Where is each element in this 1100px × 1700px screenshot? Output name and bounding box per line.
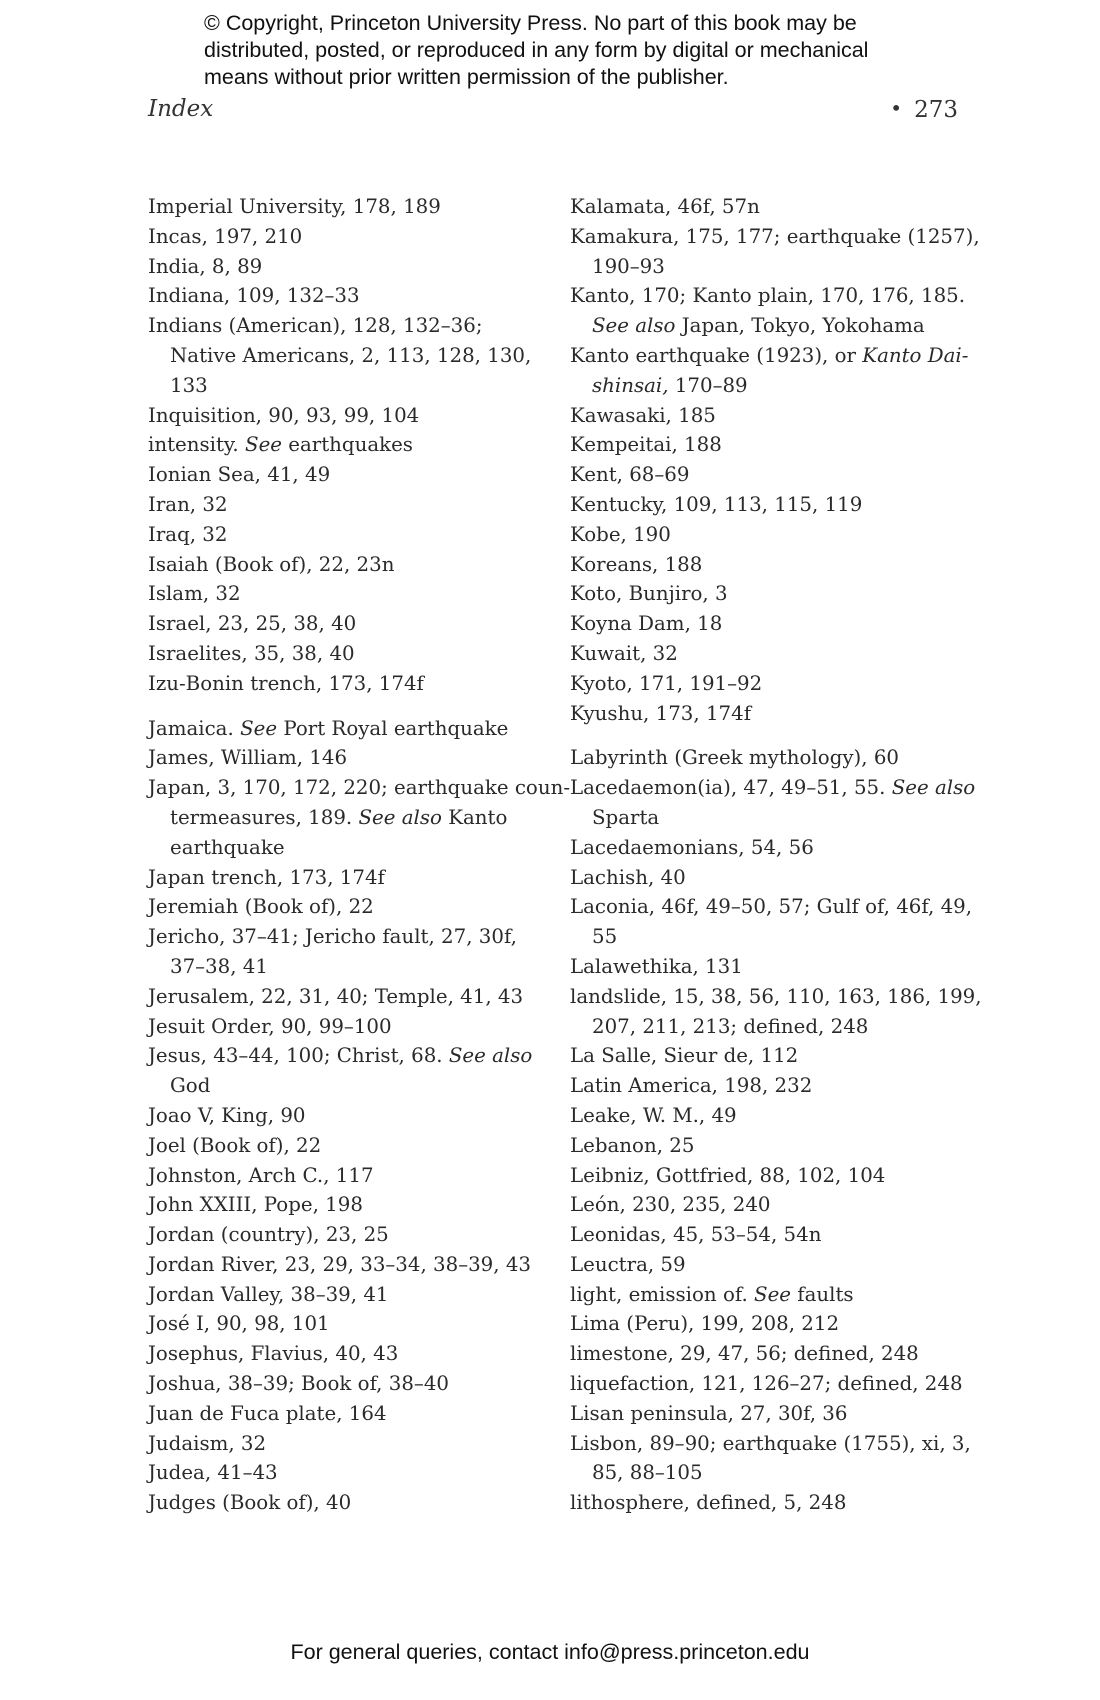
index-entry: [148, 222, 558, 252]
index-line: [570, 1402, 847, 1425]
entry-text: Jamaica.: [148, 716, 241, 740]
entry-text: León, 230, 235, 240: [570, 1193, 771, 1217]
entry-text: lithosphere, defined, 5, 248: [570, 1491, 847, 1515]
entry-text: Jordan (country), 23, 25: [148, 1223, 389, 1247]
entry-text: Jeremiah (Book of), 22: [148, 895, 374, 919]
index-line: [148, 1104, 306, 1127]
index-entry: [570, 743, 980, 773]
entry-text: Israelites, 35, 38, 40: [148, 641, 355, 665]
index-line: [148, 925, 517, 948]
index-line: [570, 1283, 854, 1306]
entry-text: Indians (American), 128, 132–36;: [148, 314, 483, 338]
entry-text: 207, 211, 213; defined, 248: [592, 1014, 869, 1038]
entry-text: Kyoto, 171, 191–92: [570, 671, 763, 695]
entry-italic: See also: [592, 314, 676, 338]
entry-text: Kanto, 170; Kanto plain, 170, 176, 185.: [570, 284, 966, 308]
entry-text: Kawasaki, 185: [570, 403, 716, 427]
entry-italic: See also: [358, 805, 442, 829]
index-line: [570, 1491, 846, 1514]
index-entry: [148, 281, 558, 311]
entry-text: Jerusalem, 22, 31, 40; Temple, 41, 43: [148, 984, 524, 1008]
index-line: [148, 776, 570, 799]
index-subline: [592, 1012, 980, 1042]
index-line: [570, 985, 982, 1008]
index-entry: [570, 609, 980, 639]
copyright-line: distributed, posted, or reproduced in any form by digital or mechanical: [204, 38, 869, 62]
index-line: [570, 225, 980, 248]
index-entry: [570, 579, 980, 609]
index-subline: [170, 803, 558, 833]
index-entry: [570, 281, 980, 341]
index-subline: [592, 922, 980, 952]
entry-text: Japan, Tokyo, Yokohama: [675, 314, 925, 338]
index-entry: [570, 1220, 980, 1250]
index-line: [148, 1461, 278, 1484]
index-entry: [570, 1429, 980, 1489]
entry-text: Koyna Dam, 18: [570, 612, 723, 636]
index-line: [148, 255, 262, 278]
index-subline: [170, 833, 558, 863]
index-entry: [570, 669, 980, 699]
entry-text: Iraq, 32: [148, 522, 228, 546]
copyright-line: © Copyright, Princeton University Press. No part of this book may be: [204, 11, 857, 35]
index-line: [570, 955, 743, 978]
index-line: [570, 1134, 694, 1157]
index-line: [148, 1283, 389, 1306]
index-subline: [170, 371, 558, 401]
index-subline: [170, 952, 558, 982]
index-line: [570, 1164, 885, 1187]
entry-italic: Kanto Dai-: [862, 343, 969, 367]
index-line: [570, 776, 975, 799]
entry-text: 85, 88–105: [592, 1461, 703, 1485]
entry-text: Islam, 32: [148, 582, 241, 606]
index-entry: [148, 743, 558, 773]
entry-text: 190–93: [592, 254, 665, 278]
entry-text: Isaiah (Book of), 22, 23n: [148, 552, 395, 576]
index-entry: [148, 1250, 558, 1280]
entry-text: José I, 90, 98, 101: [148, 1312, 330, 1336]
index-line: [570, 1044, 798, 1067]
index-line: [570, 1253, 686, 1276]
index-subline: [170, 341, 558, 371]
index-line: [148, 1312, 330, 1335]
entry-italic: See: [245, 433, 282, 457]
index-line: [570, 433, 722, 456]
entry-text: Leonidas, 45, 53–54, 54n: [570, 1223, 822, 1247]
entry-text: Laconia, 46f, 49–50, 57; Gulf of, 46f, 49,: [570, 895, 973, 919]
index-entry: [570, 833, 980, 863]
copyright-line: means without prior written permission of the publisher.: [204, 65, 729, 89]
entry-text: Japan, 3, 170, 172, 220; earthquake coun-: [148, 776, 571, 800]
entry-text: La Salle, Sieur de, 112: [570, 1044, 799, 1068]
entry-text: earthquake: [170, 835, 285, 859]
index-entry: [570, 699, 980, 729]
index-line: [570, 702, 751, 725]
index-line: [570, 195, 760, 218]
index-entry: [570, 1101, 980, 1131]
index-subline: [592, 311, 980, 341]
index-line: [148, 1342, 398, 1365]
entry-text: Joel (Book of), 22: [148, 1133, 322, 1157]
index-line: [148, 404, 419, 427]
entry-text: Sparta: [592, 805, 660, 829]
entry-text: Jesus, 43–44, 100; Christ, 68.: [148, 1044, 449, 1068]
index-entry: [148, 1458, 558, 1488]
index-line: [148, 582, 241, 605]
index-line: [570, 1104, 737, 1127]
entry-text: Latin America, 198, 232: [570, 1074, 813, 1098]
entry-text: Kentucky, 109, 113, 115, 119: [570, 492, 863, 516]
index-line: [148, 642, 355, 665]
index-line: [148, 1432, 266, 1455]
index-line: [148, 523, 227, 546]
entry-text: light, emission of.: [570, 1282, 755, 1306]
entry-text: Koto, Bunjiro, 3: [570, 582, 728, 606]
entry-text: Israel, 23, 25, 38, 40: [148, 612, 357, 636]
index-line: [148, 672, 424, 695]
index-line: [148, 225, 302, 248]
index-entry: [148, 550, 558, 580]
index-line: [570, 1193, 771, 1216]
index-line: [148, 1015, 392, 1038]
index-line: [148, 433, 413, 456]
entry-text: 170–89: [668, 373, 748, 397]
index-entry: [570, 520, 980, 550]
entry-text: India, 8, 89: [148, 254, 263, 278]
index-line: [570, 493, 862, 516]
copyright-notice: [204, 10, 964, 91]
index-entry: [570, 1488, 980, 1518]
entry-text: Kobe, 190: [570, 522, 671, 546]
index-entry: [148, 1101, 558, 1131]
entry-text: limestone, 29, 47, 56; defined, 248: [570, 1342, 919, 1366]
index-line: [570, 582, 728, 605]
index-entry: [148, 1488, 558, 1518]
entry-text: Kalamata, 46f, 57n: [570, 195, 760, 218]
page-number-block: [890, 96, 958, 123]
index-entry: [570, 1250, 980, 1280]
index-line: [570, 404, 716, 427]
index-entry: [148, 1309, 558, 1339]
index-line: [148, 1223, 389, 1246]
index-line: [148, 746, 347, 769]
entry-text: Lacedaemonians, 54, 56: [570, 835, 814, 859]
bullet-icon: •: [890, 96, 903, 120]
index-line: [148, 866, 385, 889]
index-line: [148, 493, 228, 516]
entry-text: John XXIII, Pope, 198: [148, 1193, 363, 1217]
entry-text: Josephus, Flavius, 40, 43: [148, 1342, 399, 1366]
entry-text: Incas, 197, 210: [148, 224, 303, 248]
index-line: [148, 612, 356, 635]
entry-text: Kuwait, 32: [570, 641, 678, 665]
index-entry: [148, 669, 558, 699]
index-line: [570, 642, 678, 665]
index-entry: [570, 1280, 980, 1310]
entry-text: 55: [592, 925, 618, 949]
index-entry: [570, 952, 980, 982]
index-entry: [148, 401, 558, 431]
index-entry: [570, 1369, 980, 1399]
index-entry: [148, 192, 558, 222]
index-entry: [148, 1041, 558, 1101]
index-column-right: [570, 192, 980, 1518]
index-entry: [148, 773, 571, 862]
entry-text: God: [170, 1074, 211, 1098]
index-subline: [592, 803, 980, 833]
entry-text: Kent, 68–69: [570, 463, 690, 487]
entry-text: earthquakes: [281, 433, 413, 457]
index-entry: [148, 252, 558, 282]
index-entry: [570, 773, 980, 833]
index-entry: [148, 430, 558, 460]
index-entry: [148, 490, 558, 520]
index-entry: [148, 714, 558, 744]
index-line: [570, 463, 689, 486]
index-line: [148, 314, 483, 337]
index-entry: [570, 1309, 980, 1339]
index-entry: [570, 550, 980, 580]
entry-text: Joshua, 38–39; Book of, 38–40: [148, 1372, 449, 1396]
index-line: [570, 1432, 971, 1455]
entry-text: Kyushu, 173, 174f: [570, 701, 752, 725]
index-line: [148, 1402, 387, 1425]
entry-italic: shinsai,: [592, 373, 669, 397]
page-number: 273: [914, 97, 958, 123]
index-line: [570, 746, 899, 769]
index-entry: [148, 1131, 558, 1161]
index-entry: [148, 1161, 558, 1191]
entry-italic: See also: [448, 1044, 533, 1068]
index-entry: [148, 922, 558, 982]
index-subline: [592, 252, 980, 282]
index-line: [148, 284, 360, 307]
entry-text: Judaism, 32: [148, 1431, 267, 1455]
index-subline: [592, 371, 980, 401]
entry-text: Japan trench, 173, 174f: [148, 865, 385, 889]
entry-text: Koreans, 188: [570, 552, 703, 576]
index-line: [148, 1193, 363, 1216]
index-entry: [148, 311, 558, 400]
entry-text: Kanto: [441, 805, 508, 829]
entry-text: 37–38, 41: [170, 954, 268, 978]
index-entry: [570, 1161, 980, 1191]
index-entry: [570, 863, 980, 893]
index-line: [570, 523, 671, 546]
index-line: [570, 1223, 821, 1246]
index-entry: [148, 982, 558, 1012]
index-entry: [148, 460, 558, 490]
index-entry: [570, 1190, 980, 1220]
index-line: [570, 553, 702, 576]
index-entry: [570, 222, 980, 282]
index-line: [570, 1372, 963, 1395]
entry-text: Port Royal earthquake: [277, 716, 509, 740]
entry-text: Jericho, 37–41; Jericho fault, 27, 30f,: [148, 925, 517, 949]
index-line: [570, 284, 965, 307]
index-line: [148, 895, 374, 918]
index-entry: [148, 1220, 558, 1250]
index-line: [148, 195, 441, 218]
entry-text: James, William, 146: [148, 746, 348, 770]
entry-text: Joao V, King, 90: [148, 1103, 306, 1127]
entry-text: Lebanon, 25: [570, 1133, 695, 1157]
index-line: [570, 1074, 812, 1097]
entry-text: Kanto earthquake (1923), or: [570, 343, 863, 367]
entry-text: Jordan River, 23, 29, 33–34, 38–39, 43: [148, 1252, 532, 1276]
index-column-left: [148, 192, 571, 1518]
entry-text: Kamakura, 175, 177; earthquake (1257),: [570, 224, 980, 248]
index-subline: [592, 1458, 980, 1488]
index-line: [148, 463, 330, 486]
entry-text: Jordan Valley, 38–39, 41: [148, 1282, 389, 1306]
entry-italic: See also: [891, 776, 976, 800]
entry-text: Lachish, 40: [570, 865, 686, 889]
entry-italic: See: [240, 716, 278, 740]
index-entry: [148, 1339, 558, 1369]
index-line: [148, 1253, 531, 1276]
index-entry: [570, 1339, 980, 1369]
entry-text: Lisan peninsula, 27, 30f, 36: [570, 1401, 848, 1425]
index-entry: [148, 1012, 558, 1042]
index-line: [570, 1342, 919, 1365]
index-line: [148, 1491, 351, 1514]
index-entry: [570, 1131, 980, 1161]
entry-text: Leuctra, 59: [570, 1252, 686, 1276]
index-entry: [148, 1429, 558, 1459]
entry-italic: See: [754, 1282, 792, 1306]
index-line: [148, 985, 523, 1008]
entry-text: Lima (Peru), 199, 208, 212: [570, 1312, 840, 1336]
entry-text: Izu-Bonin trench, 173, 174f: [148, 671, 424, 695]
index-entry: [148, 639, 558, 669]
index-entry: [148, 609, 558, 639]
entry-text: Imperial University, 178, 189: [148, 195, 441, 218]
entry-text: Johnston, Arch C., 117: [148, 1163, 374, 1187]
entry-text: Lacedaemon(ia), 47, 49–51, 55.: [570, 776, 892, 800]
entry-text: Labyrinth (Greek mythology), 60: [570, 746, 899, 770]
index-entry: [148, 1399, 558, 1429]
index-entry: [570, 460, 980, 490]
index-line: [148, 1164, 374, 1187]
index-entry: [148, 892, 558, 922]
entry-text: Ionian Sea, 41, 49: [148, 463, 331, 487]
index-line: [570, 895, 972, 918]
index-line: [148, 553, 394, 576]
entry-text: landslide, 15, 38, 56, 110, 163, 186, 199,: [570, 984, 982, 1008]
entry-text: Lalawethika, 131: [570, 954, 743, 978]
entry-text: 133: [170, 373, 208, 397]
index-line: [570, 866, 686, 889]
index-entry: [570, 892, 980, 952]
index-line: [148, 1134, 321, 1157]
entry-text: Judges (Book of), 40: [148, 1491, 352, 1515]
entry-text: Kempeitai, 188: [570, 433, 722, 457]
index-line: [148, 1372, 449, 1395]
entry-text: Native Americans, 2, 113, 128, 130,: [170, 343, 532, 367]
index-entry: [570, 401, 980, 431]
entry-text: faults: [791, 1282, 854, 1306]
entry-text: intensity.: [148, 433, 246, 457]
index-entry: [148, 863, 558, 893]
index-entry: [148, 1369, 558, 1399]
entry-text: Leake, W. M., 49: [570, 1103, 737, 1127]
index-entry: [570, 490, 980, 520]
index-entry: [570, 192, 980, 222]
entry-text: termeasures, 189.: [170, 805, 359, 829]
index-entry: [570, 639, 980, 669]
index-line: [570, 612, 722, 635]
footer-contact: For general queries, contact info@press.princeton.edu: [290, 1640, 810, 1664]
index-entry: [148, 1280, 558, 1310]
entry-text: Lisbon, 89–90; earthquake (1755), xi, 3,: [570, 1431, 971, 1455]
entry-text: liquefaction, 121, 126–27; defined, 248: [570, 1372, 963, 1396]
index-entry: [570, 1071, 980, 1101]
index-entry: [570, 430, 980, 460]
index-entry: [570, 341, 980, 401]
index-entry: [570, 1399, 980, 1429]
entry-text: Inquisition, 90, 93, 99, 104: [148, 403, 420, 427]
entry-text: Judea, 41–43: [148, 1461, 278, 1485]
running-head: Index: [148, 96, 214, 122]
index-entry: [148, 1190, 558, 1220]
entry-text: Juan de Fuca plate, 164: [148, 1401, 387, 1425]
index-line: [570, 836, 814, 859]
index-entry: [570, 1041, 980, 1071]
entry-text: Indiana, 109, 132–33: [148, 284, 360, 308]
index-entry: [148, 579, 558, 609]
index-entry: [570, 982, 980, 1042]
index-line: [570, 344, 968, 367]
index-line: [148, 1044, 532, 1067]
index-line: [148, 717, 508, 740]
entry-text: Leibniz, Gottfried, 88, 102, 104: [570, 1163, 886, 1187]
index-line: [570, 672, 762, 695]
entry-text: Iran, 32: [148, 492, 228, 516]
index-entry: [148, 520, 558, 550]
index-line: [570, 1312, 839, 1335]
entry-text: Jesuit Order, 90, 99–100: [148, 1014, 392, 1038]
index-subline: [170, 1071, 558, 1101]
